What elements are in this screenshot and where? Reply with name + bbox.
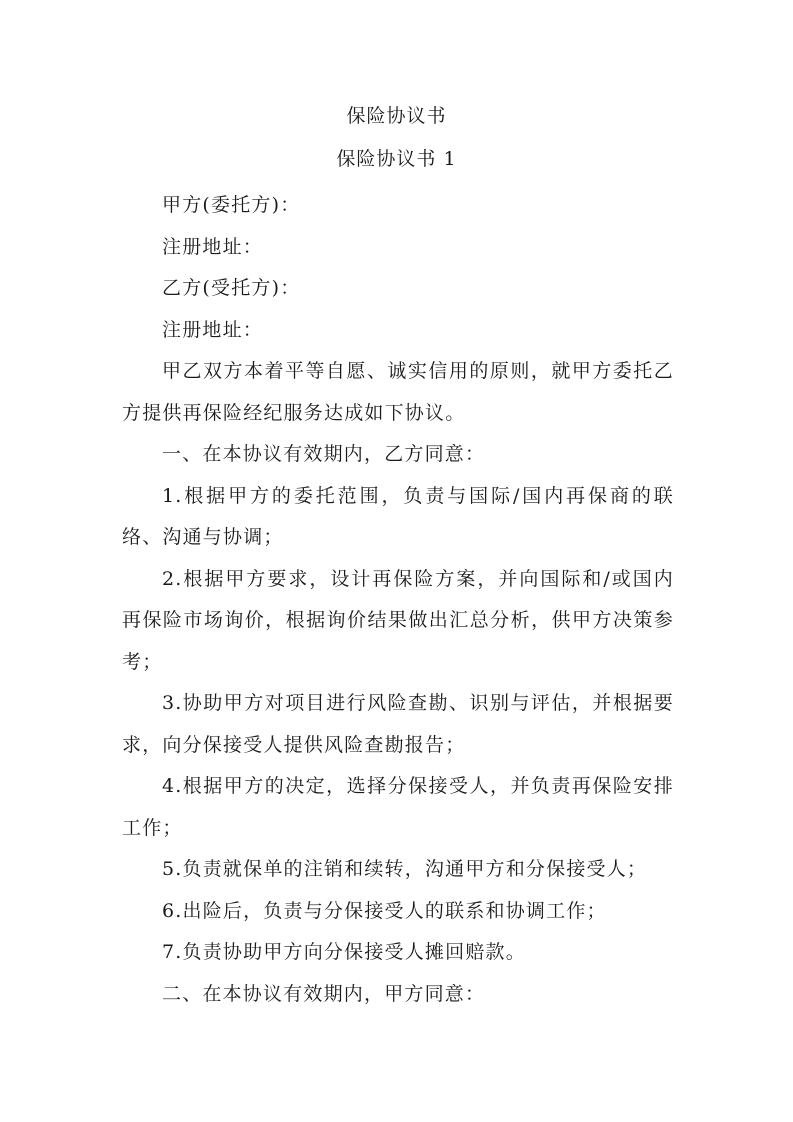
section-one-heading: 一、在本协议有效期内，乙方同意： — [162, 443, 486, 465]
party-a-label: 甲方(委托方)： — [162, 194, 301, 216]
clause-1-4: 4.根据甲方的决定，选择分保接受人，并负责再保险安排工作； — [122, 775, 674, 839]
clause-1-3: 3.协助甲方对项目进行风险查勘、识别与评估，并根据要求，向分保接受人提供风险查勘报告； — [122, 692, 674, 756]
clause-1-2: 2.根据甲方要求，设计再保险方案，并向国际和/或国内再保险市场询价，根据询价结果做出汇总分析，供甲方决策参考； — [122, 567, 674, 673]
section-two-heading: 二、在本协议有效期内，甲方同意： — [162, 982, 486, 1005]
party-b-address-label: 注册地址： — [162, 318, 264, 341]
document-body — [122, 185, 674, 1015]
clause-1-1: 1.根据甲方的委托范围，负责与国际/国内再保商的联络、沟通与协调； — [122, 484, 674, 548]
document-title: 保险协议书 — [346, 105, 447, 127]
preamble-paragraph: 甲乙双方本着平等自愿、诚实信用的原则，就甲方委托乙方提供再保险经纪服务达成如下协议。 — [122, 360, 674, 424]
clause-1-5: 5.负责就保单的注销和续转，沟通甲方和分保接受人； — [162, 858, 648, 880]
party-b-label: 乙方(受托方)： — [162, 277, 301, 299]
clause-1-7: 7.负责协助甲方向分保接受人摊回赔款。 — [162, 941, 526, 963]
clause-1-6: 6.出险后，负责与分保接受人的联系和协调工作； — [162, 899, 607, 922]
document-subtitle: 保险协议书 1 — [336, 148, 457, 170]
party-a-address-label: 注册地址： — [162, 235, 264, 258]
